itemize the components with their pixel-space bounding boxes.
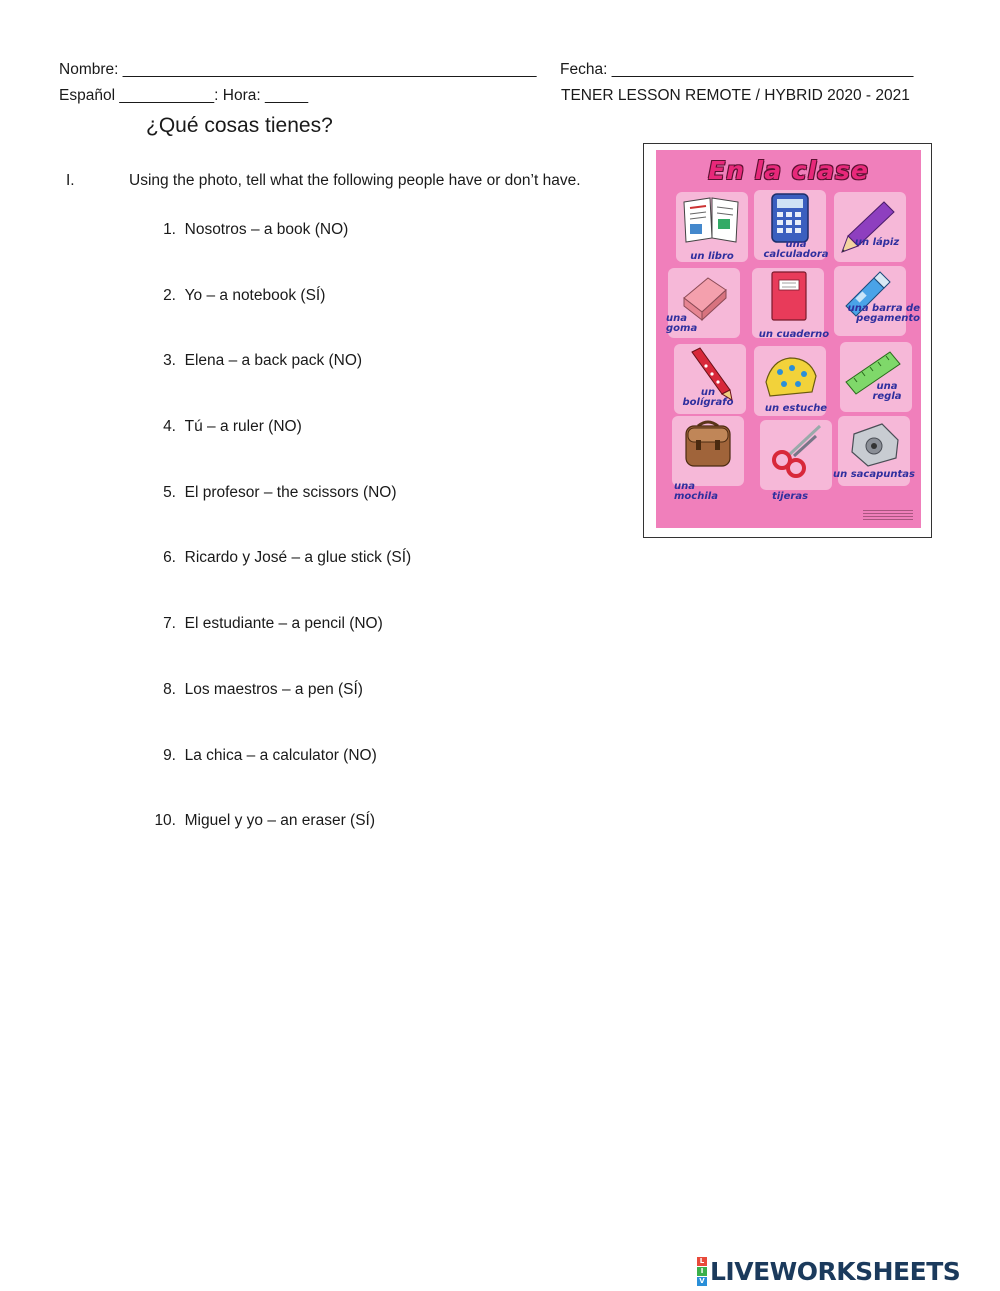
name-field-line: Nombre: ________________________________________________ [59,61,537,78]
pencil-icon [834,192,906,262]
list-item [146,681,363,699]
worksheet-title: ¿Qué cosas tienes? [146,114,333,137]
glue-stick-icon [834,266,906,336]
liveworksheets-logo [697,1256,960,1286]
item-number: 8. [163,681,176,698]
tile-glue-stick [834,266,906,336]
caption-scissors: tijeras [771,491,809,502]
logo-text: LIVEWORKSHEETS [710,1256,961,1286]
item-number: 7. [163,615,176,632]
item-text: Miguel y yo – an eraser (SÍ) [184,812,376,829]
lesson-label: TENER LESSON REMOTE / HYBRID 2020 - 2021 [561,87,910,104]
item-number: 1. [163,221,176,238]
list-item [146,484,397,502]
poster-background [656,150,921,528]
item-text: Nosotros – a book (NO) [184,221,349,238]
caption-book: un libro [690,251,734,262]
item-text: La chica – a calculator (NO) [184,747,377,764]
backpack-icon [672,416,744,486]
item-text: El estudiante – a pencil (NO) [184,615,383,632]
item-text: Los maestros – a pen (SÍ) [184,681,363,698]
date-field-line: Fecha: ___________________________________ [560,61,914,78]
list-item [146,812,375,830]
caption-backpack: una mochila [674,481,718,502]
tile-scissors [760,420,832,490]
list-item [146,418,302,436]
item-number: 3. [163,352,176,369]
section-numeral: I. [66,172,75,189]
list-item [146,221,348,239]
item-number: 2. [163,287,176,304]
item-number: 6. [163,549,176,566]
list-item [146,549,411,567]
list-item [146,615,383,633]
caption-pencil: un lápiz [854,237,900,248]
scissors-icon [760,420,832,490]
poster-title: En la clase [708,156,869,185]
caption-ruler: una regla [872,381,902,402]
list-item [146,352,362,370]
logo-block: L [697,1257,707,1266]
caption-glue-stick: una barra de pegamento [847,303,920,324]
caption-calculator: una calculadora [763,239,829,260]
class-hour-line: Español ___________: Hora: _____ [59,87,309,104]
caption-sharpener: un sacapuntas [833,469,915,480]
item-text: Ricardo y José – a glue stick (SÍ) [184,549,412,566]
caption-pencil-case: un estuche [764,403,828,414]
logo-block: V [697,1277,707,1286]
caption-pen: un bolígrafo [682,387,734,408]
caption-eraser: una goma [666,313,698,334]
item-number: 5. [163,484,176,501]
list-item [146,287,325,305]
classroom-poster-image [643,143,932,538]
item-text: Tú – a ruler (NO) [184,418,302,435]
item-text: Yo – a notebook (SÍ) [184,287,326,304]
item-number: 4. [163,418,176,435]
list-item [146,747,377,765]
tile-notebook [752,268,824,338]
item-number: 9. [163,747,176,764]
caption-notebook: un cuaderno [758,329,830,340]
logo-blocks [697,1257,707,1286]
notebook-icon [752,268,824,338]
item-number: 10. [154,812,176,829]
tile-pencil [834,192,906,262]
item-text: Elena – a back pack (NO) [184,352,363,369]
section-instruction: Using the photo, tell what the following people have or don’t have. [129,172,581,189]
logo-block: I [697,1267,707,1276]
item-text: El profesor – the scissors (NO) [184,484,397,501]
tile-backpack [672,416,744,486]
poster-fine-print [863,510,913,520]
